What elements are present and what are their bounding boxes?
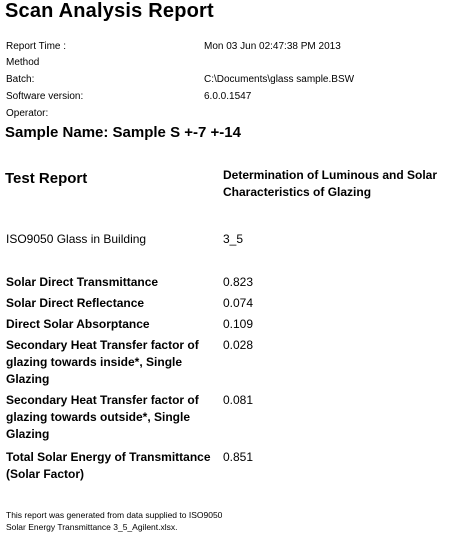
report-time-label: Report Time : xyxy=(6,41,67,52)
result-label: Solar Direct Transmittance xyxy=(6,275,159,289)
result-label: Total Solar Energy of Transmittance (Solar Factor) xyxy=(6,450,211,481)
result-value: 0.028 xyxy=(223,338,254,352)
result-value: 0.823 xyxy=(223,275,254,289)
result-value: 0.074 xyxy=(223,296,254,310)
operator-label: Operator: xyxy=(6,108,49,119)
report-footer-note: This report was generated from data supplied to ISO9050 Solar Energy Transmittance 3_5_Agilent.xlsx. xyxy=(6,510,223,532)
result-value: 0.109 xyxy=(223,317,254,331)
report-time-value: Mon 03 Jun 02:47:38 PM 2013 xyxy=(204,41,341,52)
result-label: Direct Solar Absorptance xyxy=(6,317,150,331)
standard-value: 3_5 xyxy=(223,232,244,246)
standard-label: ISO9050 Glass in Building xyxy=(6,232,147,246)
method-label: Method xyxy=(6,57,40,68)
result-value: 0.081 xyxy=(223,393,254,407)
test-report-heading: Test Report xyxy=(5,170,88,187)
software-version-value: 6.0.0.1547 xyxy=(204,91,252,102)
result-value: 0.851 xyxy=(223,450,254,464)
result-label: Solar Direct Reflectance xyxy=(6,296,145,310)
software-version-label: Software version: xyxy=(6,91,84,102)
batch-value: C:\Documents\glass sample.BSW xyxy=(204,74,355,85)
report-title: Scan Analysis Report xyxy=(5,0,214,22)
result-label: Secondary Heat Transfer factor of glazing towards outside*, Single Glazing xyxy=(6,393,199,441)
result-label: Secondary Heat Transfer factor of glazing towards inside*, Single Glazing xyxy=(6,338,199,386)
test-report-description: Determination of Luminous and Solar Characteristics of Glazing xyxy=(223,168,438,199)
batch-label: Batch: xyxy=(6,74,35,85)
sample-name: Sample Name: Sample S +-7 +-14 xyxy=(5,124,241,141)
